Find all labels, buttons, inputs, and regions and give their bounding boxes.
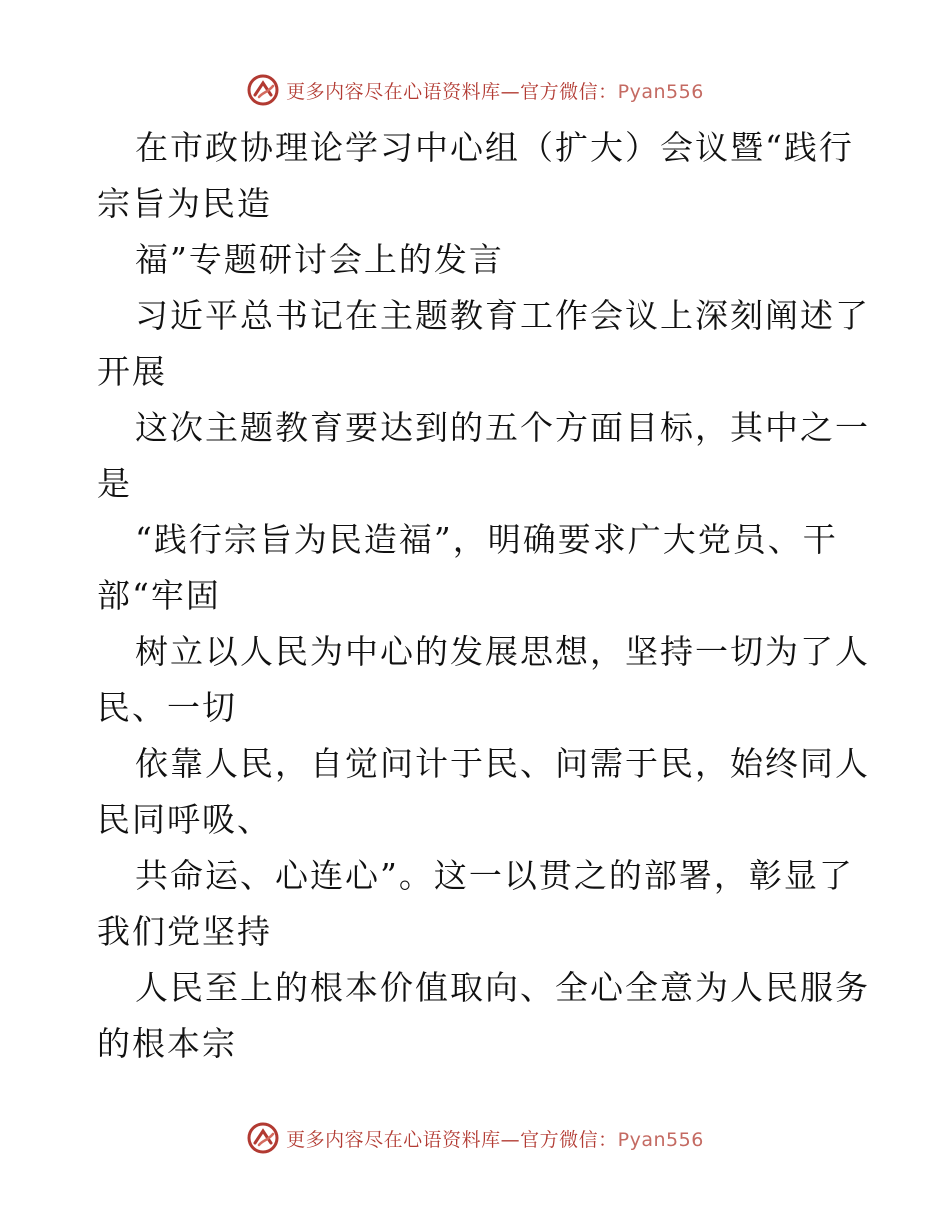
text-line: 民同呼吸、 — [97, 800, 272, 839]
text-line: 宗旨为民造 — [97, 184, 272, 223]
text-line: “践行宗旨为民造福”，明确要求广大党员、干 — [135, 520, 838, 559]
text-line: 福”专题研讨会上的发言 — [135, 240, 504, 279]
text-line: 习近平总书记在主题教育工作会议上深刻阐述了 — [135, 296, 870, 335]
text-line: 是 — [97, 464, 132, 503]
header-watermark — [0, 70, 950, 110]
brand-logo-icon — [246, 73, 280, 107]
text-line: 共命运、心连心”。这一以贯之的部署，彰显了 — [135, 856, 854, 895]
watermark-text: 更多内容尽在心语资料库—官方微信：Pyan556 — [286, 1128, 704, 1151]
text-line: 开展 — [97, 352, 167, 391]
text-line: 我们党坚持 — [97, 912, 272, 951]
text-line: 树立以人民为中心的发展思想，坚持一切为了人 — [135, 632, 870, 671]
footer-watermark — [0, 1118, 950, 1158]
text-line: 人民至上的根本价值取向、全心全意为人民服务 — [135, 968, 870, 1007]
text-line: 民、一切 — [97, 688, 237, 727]
watermark-text: 更多内容尽在心语资料库—官方微信：Pyan556 — [286, 80, 704, 103]
brand-logo-icon — [246, 1121, 280, 1155]
text-line: 的根本宗 — [97, 1024, 237, 1063]
text-line: 依靠人民，自觉问计于民、问需于民，始终同人 — [135, 744, 870, 783]
text-line: 在市政协理论学习中心组（扩大）会议暨“践行 — [135, 128, 854, 167]
text-line: 这次主题教育要达到的五个方面目标，其中之一 — [135, 408, 870, 447]
text-line: 部“牢固 — [97, 576, 221, 615]
document-body — [97, 120, 870, 1072]
